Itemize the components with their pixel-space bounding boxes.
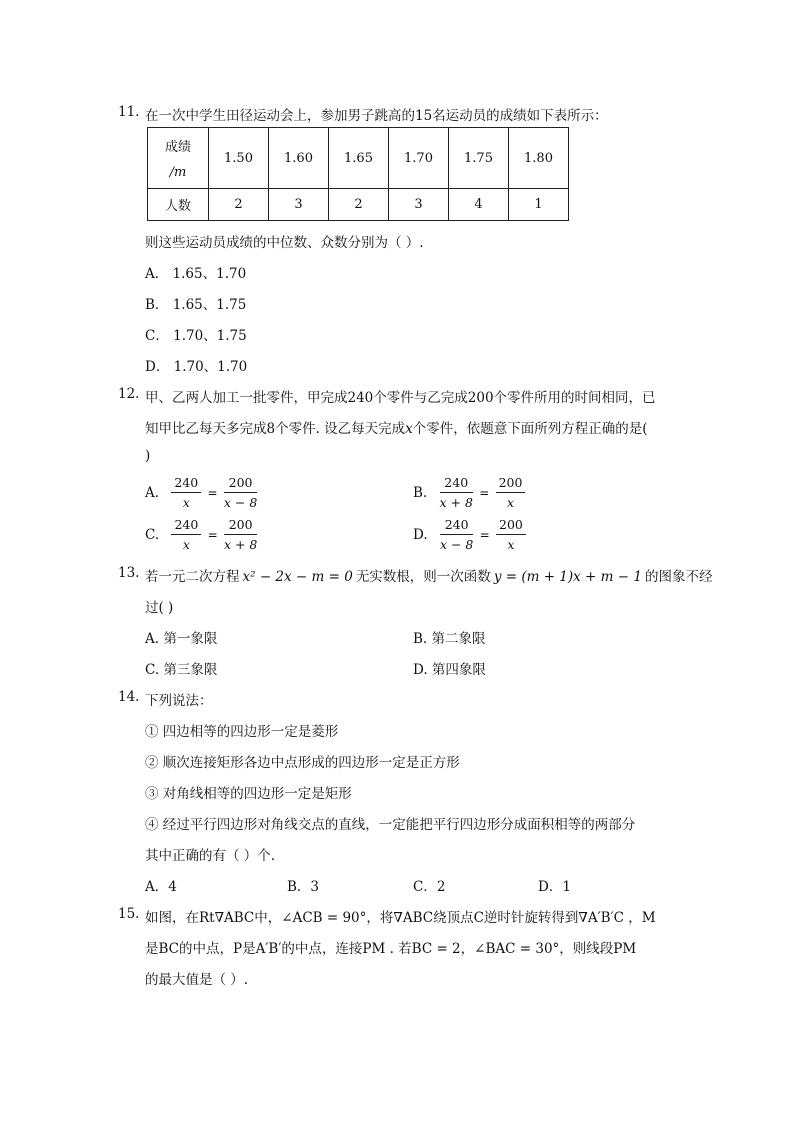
q12-option-b: B. $\frac{240}{x + 8}$ = $\frac{200}{x}$	[413, 475, 525, 510]
q14-option-a: A．4	[145, 879, 177, 895]
q14-item-4: ④ 经过平行四边形对角线交点的直线，一定能把平行四边形分成面积相等的两部分	[145, 817, 636, 833]
q12-number: 12.	[118, 386, 140, 402]
table-cell: 1.65	[329, 128, 389, 189]
q14-number: 14.	[118, 689, 140, 705]
q15-line2: 是BC的中点，P是A′B′的中点，连接PM . 若BC = 2，∠BAC = 30°，则线段PM	[145, 941, 637, 957]
q12-line1: 甲、乙两人加工一批零件，甲完成240个零件与乙完成200个零件所用的时间相同，已	[145, 390, 656, 406]
table-cell: 1.50	[209, 128, 269, 189]
table-cell: 3	[389, 189, 449, 221]
fraction: $\frac{200}{x - 8}$	[223, 475, 258, 510]
table-header-cell: 成绩 /m	[148, 128, 209, 189]
q14-option-b: B．3	[287, 879, 320, 895]
table-header-cell: 人数	[148, 189, 209, 221]
table-cell: 1.75	[449, 128, 509, 189]
table-row	[148, 189, 569, 221]
q15-line1: 如图，在Rt∇ABC中，∠ACB = 90°，将∇ABC绕顶点C逆时针旋转得到∇A′B′C ，M	[145, 910, 656, 926]
table-row	[148, 128, 569, 189]
q11-score-table	[147, 127, 569, 221]
q12-line2: 知甲比乙每天多完成8个零件. 设乙每天完成x个零件，依题意下面所列方程正确的是(	[145, 421, 648, 437]
q11-stem: 在一次中学生田径运动会上，参加男子跳高的15名运动员的成绩如下表所示：	[145, 108, 608, 124]
q13-option-b: B. 第二象限	[413, 631, 486, 647]
q11-option-c: C． 1.70、1.75	[145, 328, 247, 344]
math-equation: y = (m + 1)x + m − 1	[493, 569, 642, 585]
q13-option-c: C. 第三象限	[145, 662, 218, 678]
fraction: $\frac{200}{x + 8}$	[223, 517, 258, 552]
table-cell: 2	[329, 189, 389, 221]
table-cell: 3	[269, 189, 329, 221]
table-cell: 1.80	[509, 128, 569, 189]
q14-option-d: D．1	[538, 879, 571, 895]
q14-option-c: C．2	[413, 879, 446, 895]
q14-stem: 下列说法：	[145, 693, 213, 709]
q14-item-2: ② 顺次连接矩形各边中点形成的四边形一定是正方形	[145, 755, 460, 771]
q12-option-d: D. $\frac{240}{x - 8}$ = $\frac{200}{x}$	[413, 517, 526, 552]
q15-line3: 的最大值是（ ）.	[145, 972, 249, 988]
math-equation: x² − 2x − m = 0	[242, 569, 353, 585]
q11-option-b: B． 1.65、1.75	[145, 297, 247, 313]
fraction: $\frac{200}{x}$	[496, 517, 526, 552]
q11-question: 则这些运动员成绩的中位数、众数分别为（ ）.	[145, 235, 424, 251]
q13-option-a: A. 第一象限	[145, 631, 218, 647]
q11-option-a: A． 1.65、1.70	[145, 266, 247, 282]
fraction: $\frac{240}{x + 8}$	[439, 475, 473, 510]
q12-option-c: C. $\frac{240}{x}$ = $\frac{200}{x + 8}$	[145, 517, 258, 552]
fraction: $\frac{240}{x - 8}$	[439, 517, 474, 552]
q11-option-d: D． 1.70、1.70	[145, 359, 248, 375]
q14-item-3: ③ 对角线相等的四边形一定是矩形	[145, 786, 352, 802]
q14-question: 其中正确的有（ ）个.	[145, 848, 276, 864]
table-cell: 1.70	[389, 128, 449, 189]
table-cell: 1.60	[269, 128, 329, 189]
table-cell: 4	[449, 189, 509, 221]
table-cell: 1	[509, 189, 569, 221]
q12-option-a: A. $\frac{240}{x}$ = $\frac{200}{x - 8}$	[145, 475, 258, 510]
q13-number: 13.	[118, 565, 140, 581]
q14-item-1: ① 四边相等的四边形一定是菱形	[145, 724, 339, 740]
q13-option-d: D. 第四象限	[413, 662, 486, 678]
fraction: $\frac{240}{x}$	[171, 475, 201, 510]
q12-line3: )	[145, 448, 151, 464]
q13-line2: 过( )	[145, 600, 174, 616]
q13-line1: 若一元二次方程 x² − 2x − m = 0 无实数根，则一次函数 y = (m + 1)x + m − 1 的图象不经	[145, 569, 713, 585]
q15-number: 15.	[118, 906, 140, 922]
fraction: $\frac{240}{x}$	[171, 517, 201, 552]
table-cell: 2	[209, 189, 269, 221]
fraction: $\frac{200}{x}$	[496, 475, 526, 510]
q11-number: 11.	[118, 104, 140, 120]
